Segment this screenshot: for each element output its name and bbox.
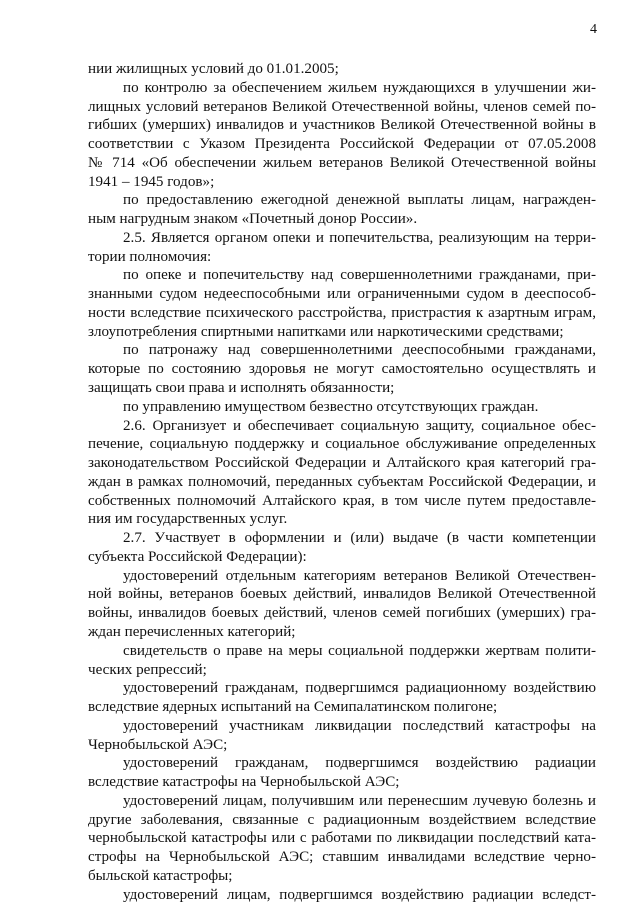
text-line: удостоверений лицам, получившим или перенесшим лучевую болезнь и [123, 792, 596, 809]
paragraph [88, 266, 596, 341]
text-line: знанными судом недееспособными или ограниченными судом в дееспособ- [88, 286, 596, 303]
text-line: ния им государственных услуг. [88, 511, 288, 528]
text-line: тории полномочия: [88, 248, 212, 265]
paragraph [88, 191, 596, 229]
text-line: злоупотребления спиртными напитками или наркотическими средствами; [88, 323, 564, 340]
paragraph [88, 886, 596, 905]
text-line: печение, социальную поддержку и социальное обслуживание определенных [88, 436, 596, 453]
text-line: 1941 – 1945 годов»; [88, 173, 215, 190]
text-line: ным нагрудным знаком «Почетный донор России». [88, 211, 418, 228]
text-line: ждан перечисленных категорий; [88, 623, 296, 640]
text-line: которые по состоянию здоровья не могут самостоятельно осуществлять и [88, 361, 596, 378]
text-line: гибших (умерших) инвалидов и участников Великой Отечественной войны в [88, 117, 596, 134]
text-line: 2.6. Организует и обеспечивает социальную защиту, социальное обес- [123, 417, 596, 434]
paragraph [88, 679, 596, 717]
document-body [88, 60, 596, 904]
text-line: 2.5. Является органом опеки и попечительства, реализующим на терри- [123, 229, 596, 246]
paragraph [88, 642, 596, 680]
paragraph [88, 754, 596, 792]
text-line: № 714 «Об обеспечении жильем ветеранов Великой Отечественной войны [88, 154, 596, 171]
text-line: лищных условий ветеранов Великой Отечественной войны, членов семей по- [88, 98, 596, 115]
text-line: удостоверений гражданам, подвергшимся воздействию радиации [123, 755, 596, 772]
text-line: по патронажу над совершеннолетними дееспособными гражданами, [123, 342, 596, 359]
text-line: ности вследствие психического расстройства, пристрастия к азартным играм, [88, 304, 596, 321]
paragraph [88, 60, 596, 79]
text-line: законодательством Российской Федерации и Алтайского края категорий гра- [88, 455, 596, 472]
text-line: войны, инвалидов боевых действий, членов семей погибших (умерших) гра- [88, 605, 596, 622]
paragraph [88, 567, 596, 642]
paragraph [88, 529, 596, 567]
text-line: по предоставлению ежегодной денежной выплаты лицам, награжден- [123, 192, 596, 209]
text-line: ческих репрессий; [88, 661, 207, 678]
text-line: ждан в рамках полномочий, переданных субъектам Российской Федерации, и [88, 473, 596, 490]
text-line: удостоверений гражданам, подвергшимся радиационному воздействию [123, 680, 596, 697]
text-line: субъекта Российской Федерации): [88, 548, 307, 565]
text-line: собственных полномочий Алтайского края, в том числе путем предоставле- [88, 492, 596, 509]
text-line: удостоверений лицам, подвергшимся воздействию радиации вследст- [123, 886, 596, 903]
text-line: вследствие катастрофы на Чернобыльской АЭС; [88, 774, 400, 791]
text-line: по управлению имуществом безвестно отсутствующих граждан. [123, 398, 539, 415]
text-line: нии жилищных условий до 01.01.2005; [88, 61, 339, 77]
text-line: соответствии с Указом Президента Российской Федерации от 07.05.2008 [88, 136, 596, 153]
text-line: 2.7. Участвует в оформлении и (или) выдаче (в части компетенции [123, 530, 596, 547]
text-line: удостоверений участникам ликвидации последствий катастрофы на [123, 717, 596, 734]
text-line: защищать свои права и исполнять обязанности; [88, 380, 395, 397]
text-line: удостоверений отдельным категориям ветеранов Великой Отечествен- [123, 567, 596, 584]
text-line: по контролю за обеспечением жильем нуждающихся в улучшении жи- [123, 79, 596, 96]
paragraph [88, 79, 596, 192]
page-number: 4 [590, 22, 597, 37]
text-line: другие заболевания, связанные с радиационным воздействием вследствие [88, 811, 596, 828]
text-line: свидетельств о праве на меры социальной поддержки жертвам полити- [123, 642, 596, 659]
text-line: Чернобыльской АЭС; [88, 736, 228, 753]
text-line: быльской катастрофы; [88, 867, 233, 884]
text-line: строфы на Чернобыльской АЭС; ставшим инвалидами вследствие черно- [88, 849, 596, 866]
text-line: по опеке и попечительству над совершеннолетними гражданами, при- [123, 267, 596, 284]
paragraph [88, 792, 596, 886]
paragraph [88, 341, 596, 397]
paragraph [88, 398, 596, 417]
paragraph [88, 417, 596, 530]
text-line: вследствие ядерных испытаний на Семипалатинском полигоне; [88, 699, 498, 716]
paragraph [88, 229, 596, 267]
text-line: чернобыльской катастрофы или с работами по ликвидации последствий ката- [88, 830, 596, 847]
text-line: ной войны, ветеранов боевых действий, инвалидов Великой Отечественной [88, 586, 596, 603]
paragraph [88, 717, 596, 755]
